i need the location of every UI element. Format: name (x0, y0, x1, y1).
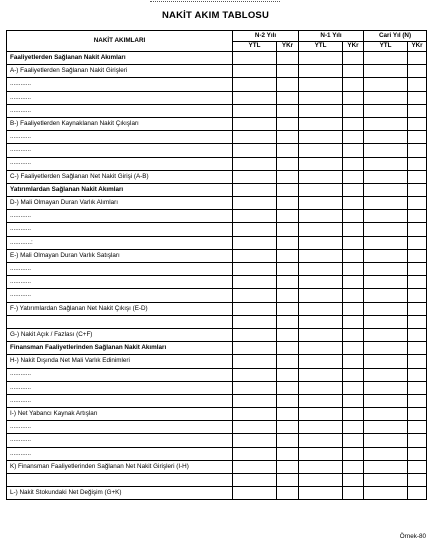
n2-ytl-cell (233, 421, 277, 434)
row-label: ............ (7, 78, 233, 91)
current-ytl-cell (364, 78, 408, 91)
subcol-ytl: YTL (233, 42, 277, 52)
n1-ytl-cell (299, 170, 343, 183)
period-header-n1: N-1 Yılı (299, 31, 364, 42)
current-ykr-cell (408, 249, 427, 262)
n1-ykr-cell (343, 368, 364, 381)
n1-ykr-cell (343, 487, 364, 500)
table-row (7, 52, 427, 65)
n1-ytl-cell (299, 394, 343, 407)
current-ytl-cell (364, 487, 408, 500)
row-label (7, 315, 233, 328)
current-ytl-cell (364, 249, 408, 262)
n2-ytl-cell (233, 183, 277, 196)
n1-ykr-cell (343, 328, 364, 341)
current-ykr-cell (408, 236, 427, 249)
n1-ykr-cell (343, 197, 364, 210)
current-ykr-cell (408, 65, 427, 78)
row-label: K) Finansman Faaliyetlerinden Sağlanan Net Nakit Girişleri (I-H) (7, 460, 233, 473)
n1-ytl-cell (299, 223, 343, 236)
n1-ytl-cell (299, 78, 343, 91)
current-ytl-cell (364, 328, 408, 341)
current-ykr-cell (408, 368, 427, 381)
n2-ykr-cell (277, 144, 299, 157)
current-ytl-cell (364, 104, 408, 117)
n1-ykr-cell (343, 447, 364, 460)
current-ytl-cell (364, 460, 408, 473)
n1-ytl-cell (299, 355, 343, 368)
row-label: ............ (7, 368, 233, 381)
current-ykr-cell (408, 381, 427, 394)
row-label: ............ (7, 289, 233, 302)
footer-note: Örnek-80 (399, 533, 426, 540)
n2-ytl-cell (233, 65, 277, 78)
n1-ykr-cell (343, 223, 364, 236)
n1-ykr-cell (343, 157, 364, 170)
current-ykr-cell (408, 474, 427, 487)
current-ykr-cell (408, 421, 427, 434)
row-label: F-) Yatırımlardan Sağlanan Net Nakit Çıkışı (E-D) (7, 302, 233, 315)
n2-ytl-cell (233, 355, 277, 368)
row-label: ............ (7, 394, 233, 407)
n1-ytl-cell (299, 434, 343, 447)
current-ytl-cell (364, 91, 408, 104)
n2-ykr-cell (277, 355, 299, 368)
n2-ytl-cell (233, 289, 277, 302)
row-label: G-) Nakit Açık / Fazlası (C+F) (7, 328, 233, 341)
n2-ytl-cell (233, 302, 277, 315)
n1-ytl-cell (299, 263, 343, 276)
n2-ytl-cell (233, 131, 277, 144)
n1-ykr-cell (343, 52, 364, 65)
current-ykr-cell (408, 52, 427, 65)
table-row (7, 183, 427, 196)
cash-flow-table (6, 30, 427, 500)
current-ytl-cell (364, 447, 408, 460)
row-label: ............ (7, 447, 233, 460)
n1-ykr-cell (343, 183, 364, 196)
row-label: Yatırımlardan Sağlanan Nakit Akımları (7, 183, 233, 196)
current-ykr-cell (408, 170, 427, 183)
row-label: ............ (7, 434, 233, 447)
table-row (7, 342, 427, 355)
current-ykr-cell (408, 408, 427, 421)
n1-ytl-cell (299, 381, 343, 394)
n1-ytl-cell (299, 315, 343, 328)
row-label: E-) Mali Olmayan Duran Varlık Satışları (7, 249, 233, 262)
table-row (7, 263, 427, 276)
table-row (7, 355, 427, 368)
n2-ytl-cell (233, 381, 277, 394)
n1-ykr-cell (343, 249, 364, 262)
n2-ytl-cell (233, 91, 277, 104)
row-label: A-) Faaliyetlerden Sağlanan Nakit Girişleri (7, 65, 233, 78)
n2-ytl-cell (233, 460, 277, 473)
n2-ykr-cell (277, 78, 299, 91)
row-label: ............ (7, 276, 233, 289)
n2-ykr-cell (277, 487, 299, 500)
n1-ytl-cell (299, 91, 343, 104)
current-ytl-cell (364, 183, 408, 196)
n2-ytl-cell (233, 249, 277, 262)
n2-ytl-cell (233, 408, 277, 421)
n1-ytl-cell (299, 302, 343, 315)
n2-ytl-cell (233, 170, 277, 183)
n2-ytl-cell (233, 487, 277, 500)
row-label: ............ (7, 91, 233, 104)
n2-ykr-cell (277, 328, 299, 341)
row-label: C-) Faaliyetlerden Sağlanan Net Nakit Girişi (A-B) (7, 170, 233, 183)
subcol-ykr: YKr (277, 42, 299, 52)
n1-ykr-cell (343, 474, 364, 487)
n2-ykr-cell (277, 170, 299, 183)
n2-ykr-cell (277, 434, 299, 447)
n2-ykr-cell (277, 91, 299, 104)
n2-ykr-cell (277, 315, 299, 328)
current-ykr-cell (408, 104, 427, 117)
n1-ytl-cell (299, 157, 343, 170)
table-row (7, 91, 427, 104)
current-ykr-cell (408, 289, 427, 302)
current-ytl-cell (364, 381, 408, 394)
current-ytl-cell (364, 157, 408, 170)
account-column-header: NAKİT AKIMLARI (7, 31, 233, 52)
current-ykr-cell (408, 315, 427, 328)
n1-ykr-cell (343, 315, 364, 328)
n2-ytl-cell (233, 474, 277, 487)
current-ytl-cell (364, 197, 408, 210)
n1-ytl-cell (299, 236, 343, 249)
n2-ytl-cell (233, 157, 277, 170)
current-ykr-cell (408, 434, 427, 447)
n1-ykr-cell (343, 117, 364, 130)
current-ytl-cell (364, 223, 408, 236)
table-row (7, 65, 427, 78)
n2-ytl-cell (233, 104, 277, 117)
n1-ykr-cell (343, 460, 364, 473)
n1-ytl-cell (299, 368, 343, 381)
current-ykr-cell (408, 117, 427, 130)
table-row (7, 197, 427, 210)
row-label: ............ (7, 210, 233, 223)
current-ytl-cell (364, 342, 408, 355)
n2-ytl-cell (233, 144, 277, 157)
n2-ytl-cell (233, 276, 277, 289)
n2-ykr-cell (277, 289, 299, 302)
table-row (7, 421, 427, 434)
current-ytl-cell (364, 210, 408, 223)
n1-ytl-cell (299, 460, 343, 473)
table-row (7, 104, 427, 117)
n1-ykr-cell (343, 170, 364, 183)
table-row (7, 157, 427, 170)
n2-ykr-cell (277, 368, 299, 381)
n1-ytl-cell (299, 65, 343, 78)
subcol-ykr: YKr (343, 42, 364, 52)
n1-ykr-cell (343, 276, 364, 289)
table-row (7, 394, 427, 407)
row-label: I-) Net Yabancı Kaynak Artışları (7, 408, 233, 421)
n1-ykr-cell (343, 144, 364, 157)
n1-ytl-cell (299, 474, 343, 487)
current-ytl-cell (364, 131, 408, 144)
n1-ykr-cell (343, 394, 364, 407)
n1-ykr-cell (343, 104, 364, 117)
n2-ytl-cell (233, 434, 277, 447)
row-label: D-) Mali Olmayan Duran Varlık Alımları (7, 197, 233, 210)
table-row (7, 144, 427, 157)
current-ykr-cell (408, 91, 427, 104)
n2-ykr-cell (277, 276, 299, 289)
table-body (7, 52, 427, 500)
n1-ykr-cell (343, 421, 364, 434)
current-ytl-cell (364, 474, 408, 487)
n2-ykr-cell (277, 223, 299, 236)
row-label: ............ (7, 223, 233, 236)
n2-ytl-cell (233, 52, 277, 65)
n2-ykr-cell (277, 447, 299, 460)
n2-ykr-cell (277, 157, 299, 170)
current-ytl-cell (364, 52, 408, 65)
n1-ytl-cell (299, 276, 343, 289)
table-row (7, 447, 427, 460)
current-ykr-cell (408, 223, 427, 236)
row-label: ............ (7, 144, 233, 157)
current-ykr-cell (408, 302, 427, 315)
n2-ykr-cell (277, 460, 299, 473)
n1-ytl-cell (299, 487, 343, 500)
row-label: ............ (7, 421, 233, 434)
n1-ykr-cell (343, 434, 364, 447)
n2-ykr-cell (277, 197, 299, 210)
row-label: Finansman Faaliyetlerinden Sağlanan Nakit Akımları (7, 342, 233, 355)
row-label: L-) Nakit Stokundaki Net Değişim (G+K) (7, 487, 233, 500)
row-label: ............ (7, 263, 233, 276)
n1-ykr-cell (343, 131, 364, 144)
n2-ytl-cell (233, 78, 277, 91)
n2-ykr-cell (277, 394, 299, 407)
n2-ykr-cell (277, 474, 299, 487)
n1-ykr-cell (343, 78, 364, 91)
n2-ytl-cell (233, 236, 277, 249)
n1-ykr-cell (343, 263, 364, 276)
n2-ykr-cell (277, 342, 299, 355)
n2-ykr-cell (277, 249, 299, 262)
current-ytl-cell (364, 144, 408, 157)
table-row (7, 78, 427, 91)
n1-ykr-cell (343, 236, 364, 249)
current-ytl-cell (364, 117, 408, 130)
period-header-current: Cari Yıl (N) (364, 31, 427, 42)
current-ykr-cell (408, 460, 427, 473)
row-label: B-) Faaliyetlerden Kaynaklanan Nakit Çıkışları (7, 117, 233, 130)
n2-ykr-cell (277, 302, 299, 315)
n1-ytl-cell (299, 447, 343, 460)
n1-ytl-cell (299, 210, 343, 223)
n1-ykr-cell (343, 342, 364, 355)
n1-ykr-cell (343, 408, 364, 421)
n1-ykr-cell (343, 65, 364, 78)
page-title: NAKİT AKIM TABLOSU (161, 10, 270, 21)
current-ykr-cell (408, 276, 427, 289)
n2-ytl-cell (233, 263, 277, 276)
table-row (7, 236, 427, 249)
current-ykr-cell (408, 328, 427, 341)
n1-ytl-cell (299, 249, 343, 262)
table-row (7, 434, 427, 447)
table-row (7, 223, 427, 236)
n2-ykr-cell (277, 408, 299, 421)
n1-ytl-cell (299, 52, 343, 65)
current-ykr-cell (408, 157, 427, 170)
current-ytl-cell (364, 302, 408, 315)
current-ytl-cell (364, 315, 408, 328)
table-row (7, 289, 427, 302)
n2-ykr-cell (277, 52, 299, 65)
n2-ytl-cell (233, 210, 277, 223)
n2-ykr-cell (277, 131, 299, 144)
n2-ykr-cell (277, 183, 299, 196)
n2-ykr-cell (277, 263, 299, 276)
n2-ykr-cell (277, 117, 299, 130)
n1-ytl-cell (299, 328, 343, 341)
n1-ytl-cell (299, 289, 343, 302)
current-ykr-cell (408, 342, 427, 355)
table-row (7, 368, 427, 381)
table-row (7, 474, 427, 487)
n1-ytl-cell (299, 183, 343, 196)
n1-ykr-cell (343, 210, 364, 223)
n1-ykr-cell (343, 355, 364, 368)
current-ytl-cell (364, 408, 408, 421)
n2-ykr-cell (277, 65, 299, 78)
table-row (7, 210, 427, 223)
n2-ytl-cell (233, 328, 277, 341)
table-row (7, 328, 427, 341)
n2-ytl-cell (233, 197, 277, 210)
table-row (7, 131, 427, 144)
table-row (7, 381, 427, 394)
row-label: ............: (7, 236, 233, 249)
n1-ytl-cell (299, 421, 343, 434)
current-ytl-cell (364, 276, 408, 289)
current-ykr-cell (408, 183, 427, 196)
subcol-ytl: YTL (364, 42, 408, 52)
n1-ytl-cell (299, 117, 343, 130)
current-ykr-cell (408, 131, 427, 144)
table-row (7, 249, 427, 262)
table-row (7, 276, 427, 289)
subcol-ytl: YTL (299, 42, 343, 52)
n1-ykr-cell (343, 302, 364, 315)
n2-ytl-cell (233, 368, 277, 381)
current-ykr-cell (408, 197, 427, 210)
n2-ytl-cell (233, 315, 277, 328)
n1-ykr-cell (343, 381, 364, 394)
n1-ykr-cell (343, 289, 364, 302)
table-row (7, 302, 427, 315)
current-ykr-cell (408, 394, 427, 407)
n2-ytl-cell (233, 394, 277, 407)
n2-ykr-cell (277, 381, 299, 394)
table-row (7, 460, 427, 473)
row-label: H-) Nakit Dışında Net Mali Varlık Edinimleri (7, 355, 233, 368)
n2-ykr-cell (277, 236, 299, 249)
current-ykr-cell (408, 144, 427, 157)
current-ytl-cell (364, 263, 408, 276)
n1-ytl-cell (299, 131, 343, 144)
top-dotted-line (150, 1, 280, 6)
table-row (7, 117, 427, 130)
n2-ykr-cell (277, 104, 299, 117)
row-label: ............ (7, 131, 233, 144)
current-ytl-cell (364, 421, 408, 434)
current-ytl-cell (364, 236, 408, 249)
n2-ytl-cell (233, 223, 277, 236)
current-ytl-cell (364, 355, 408, 368)
n1-ytl-cell (299, 197, 343, 210)
n1-ykr-cell (343, 91, 364, 104)
n1-ytl-cell (299, 104, 343, 117)
row-label: ............ (7, 104, 233, 117)
row-label: ............ (7, 381, 233, 394)
n2-ytl-cell (233, 117, 277, 130)
n1-ytl-cell (299, 408, 343, 421)
current-ytl-cell (364, 434, 408, 447)
period-header-n2: N-2 Yılı (233, 31, 299, 42)
n2-ytl-cell (233, 447, 277, 460)
row-label (7, 474, 233, 487)
table-row (7, 315, 427, 328)
current-ytl-cell (364, 65, 408, 78)
row-label: ............ (7, 157, 233, 170)
table-row (7, 170, 427, 183)
n1-ytl-cell (299, 144, 343, 157)
table-row (7, 487, 427, 500)
current-ykr-cell (408, 447, 427, 460)
current-ykr-cell (408, 78, 427, 91)
current-ykr-cell (408, 355, 427, 368)
row-label: Faaliyetlerden Sağlanan Nakit Akımları (7, 52, 233, 65)
current-ytl-cell (364, 368, 408, 381)
subcol-ykr: YKr (408, 42, 427, 52)
current-ytl-cell (364, 170, 408, 183)
n2-ytl-cell (233, 342, 277, 355)
n1-ytl-cell (299, 342, 343, 355)
n2-ykr-cell (277, 210, 299, 223)
n2-ykr-cell (277, 421, 299, 434)
table-row (7, 408, 427, 421)
current-ytl-cell (364, 394, 408, 407)
current-ykr-cell (408, 263, 427, 276)
current-ykr-cell (408, 487, 427, 500)
current-ykr-cell (408, 210, 427, 223)
current-ytl-cell (364, 289, 408, 302)
